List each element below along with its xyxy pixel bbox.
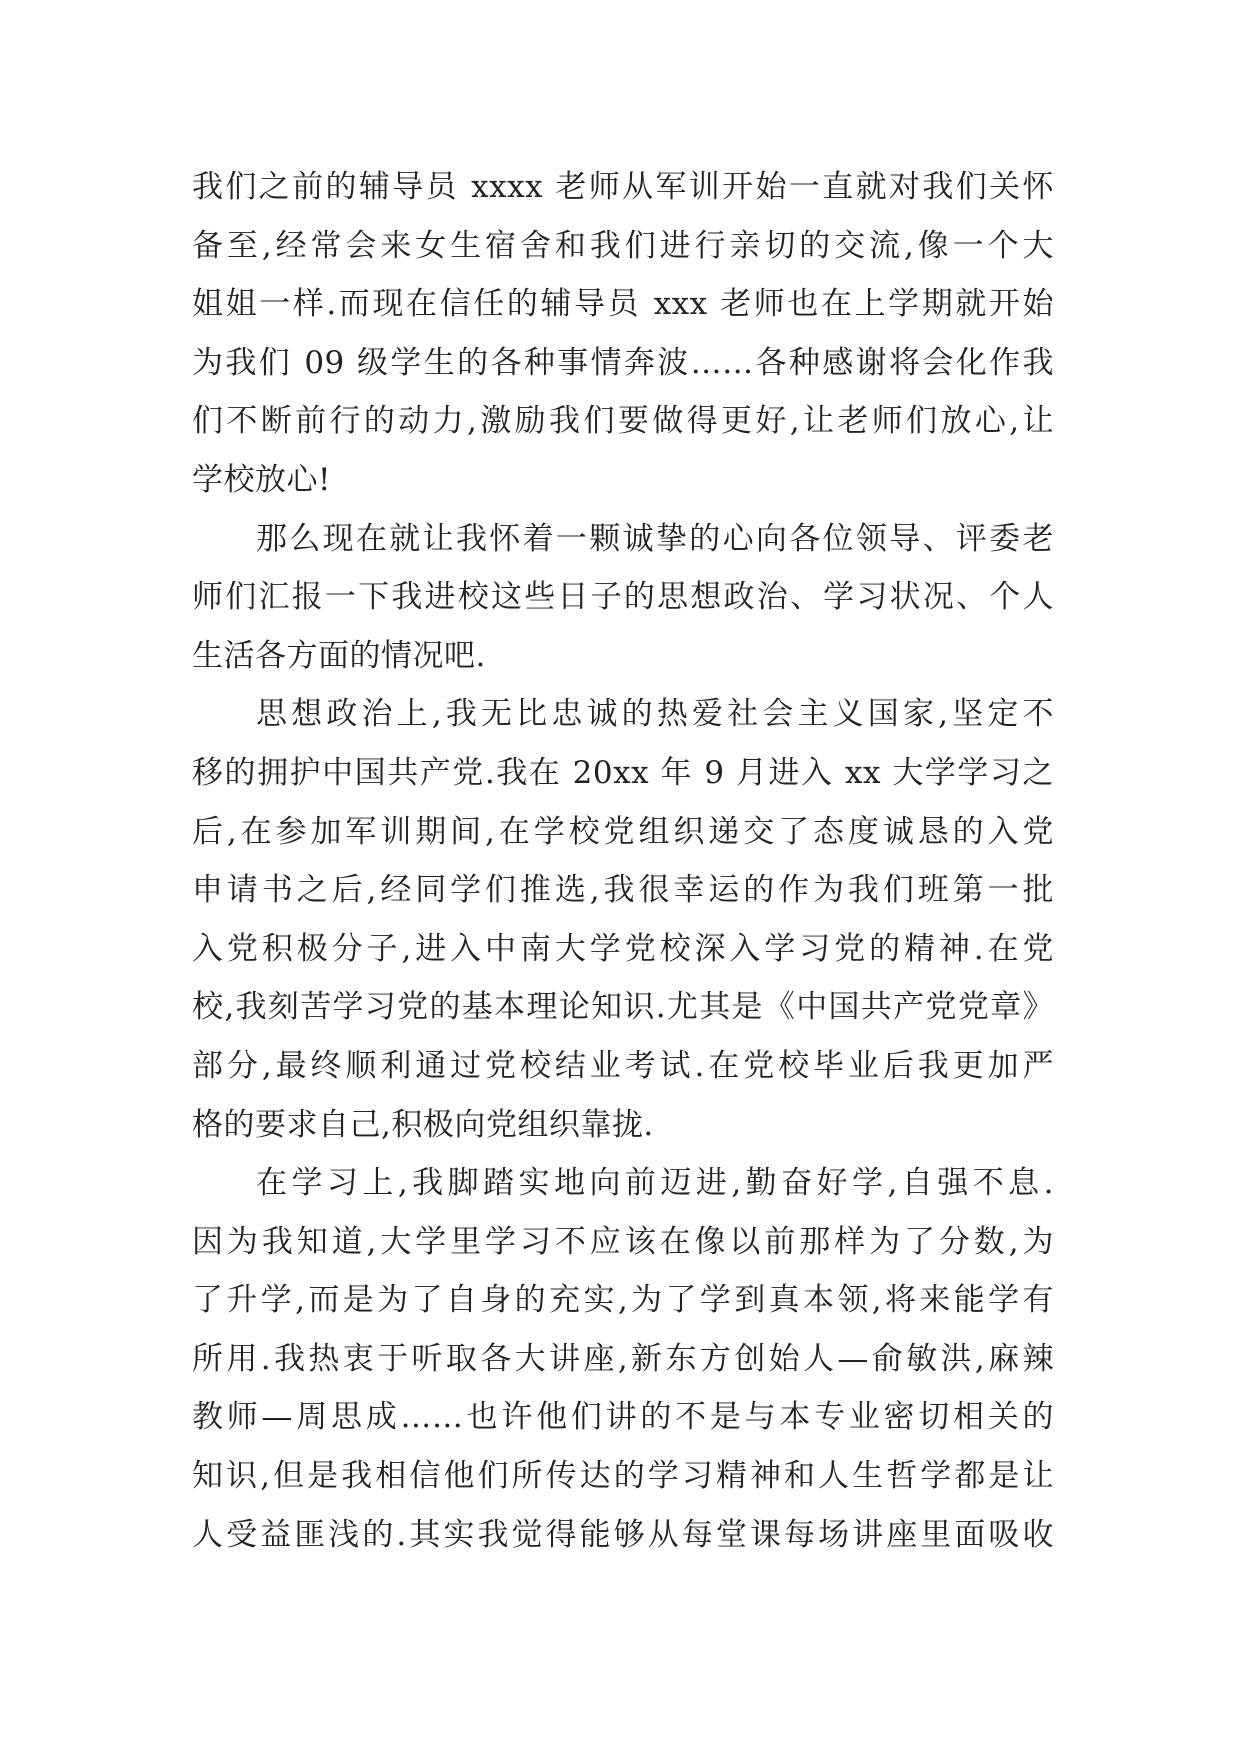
text-line: 入党积极分子,进入中南大学党校深入学习党的精神.在党 xyxy=(192,930,1054,967)
text-line: 学校放心! xyxy=(192,461,331,498)
paragraph xyxy=(192,685,1054,1154)
text-line: 知识,但是我相信他们所传达的学习精神和人生哲学都是让 xyxy=(192,1458,1054,1495)
text-line: 移的拥护中国共产党.我在 20xx 年 9 月进入 xx 大学学习之 xyxy=(192,754,1054,791)
text-line: 教师—周思成……也许他们讲的不是与本专业密切相关的 xyxy=(192,1399,1054,1436)
paragraph xyxy=(192,510,1054,686)
text-line: 因为我知道,大学里学习不应该在像以前那样为了分数,为 xyxy=(192,1223,1054,1260)
text-line: 格的要求自己,积极向党组织靠拢. xyxy=(192,1106,654,1143)
text-line: 后,在参加军训期间,在学校党组织递交了态度诚恳的入党 xyxy=(192,813,1054,850)
text-line: 申请书之后,经同学们推选,我很幸运的作为我们班第一批 xyxy=(192,872,1054,909)
text-line: 师们汇报一下我进校这些日子的思想政治、学习状况、个人 xyxy=(192,579,1054,616)
paragraph xyxy=(192,1154,1054,1564)
text-line: 们不断前行的动力,激励我们要做得更好,让老师们放心,让 xyxy=(192,403,1054,440)
text-line: 所用.我热衷于听取各大讲座,新东方创始人—俞敏洪,麻辣 xyxy=(192,1340,1054,1377)
text-line: 生活各方面的情况吧. xyxy=(192,637,486,674)
text-line: 在学习上,我脚踏实地向前迈进,勤奋好学,自强不息. xyxy=(256,1165,1054,1202)
text-line: 人受益匪浅的.其实我觉得能够从每堂课每场讲座里面吸收 xyxy=(192,1516,1054,1553)
text-line: 为我们 09 级学生的各种事情奔波……各种感谢将会化作我 xyxy=(192,344,1054,381)
text-line: 那么现在就让我怀着一颗诚挚的心向各位领导、评委老 xyxy=(256,520,1054,557)
paragraph xyxy=(192,158,1054,510)
text-line: 备至,经常会来女生宿舍和我们进行亲切的交流,像一个大 xyxy=(192,227,1054,264)
text-line: 思想政治上,我无比忠诚的热爱社会主义国家,坚定不 xyxy=(256,696,1054,733)
text-line: 姐姐一样.而现在信任的辅导员 xxx 老师也在上学期就开始 xyxy=(192,286,1054,323)
text-line: 部分,最终顺利通过党校结业考试.在党校毕业后我更加严 xyxy=(192,1047,1054,1084)
text-line: 了升学,而是为了自身的充实,为了学到真本领,将来能学有 xyxy=(192,1282,1054,1319)
text-line: 我们之前的辅导员 xxxx 老师从军训开始一直就对我们关怀 xyxy=(192,169,1054,205)
document-body xyxy=(192,158,1054,1564)
text-line: 校,我刻苦学习党的基本理论知识.尤其是《中国共产党党章》 xyxy=(192,989,1054,1026)
